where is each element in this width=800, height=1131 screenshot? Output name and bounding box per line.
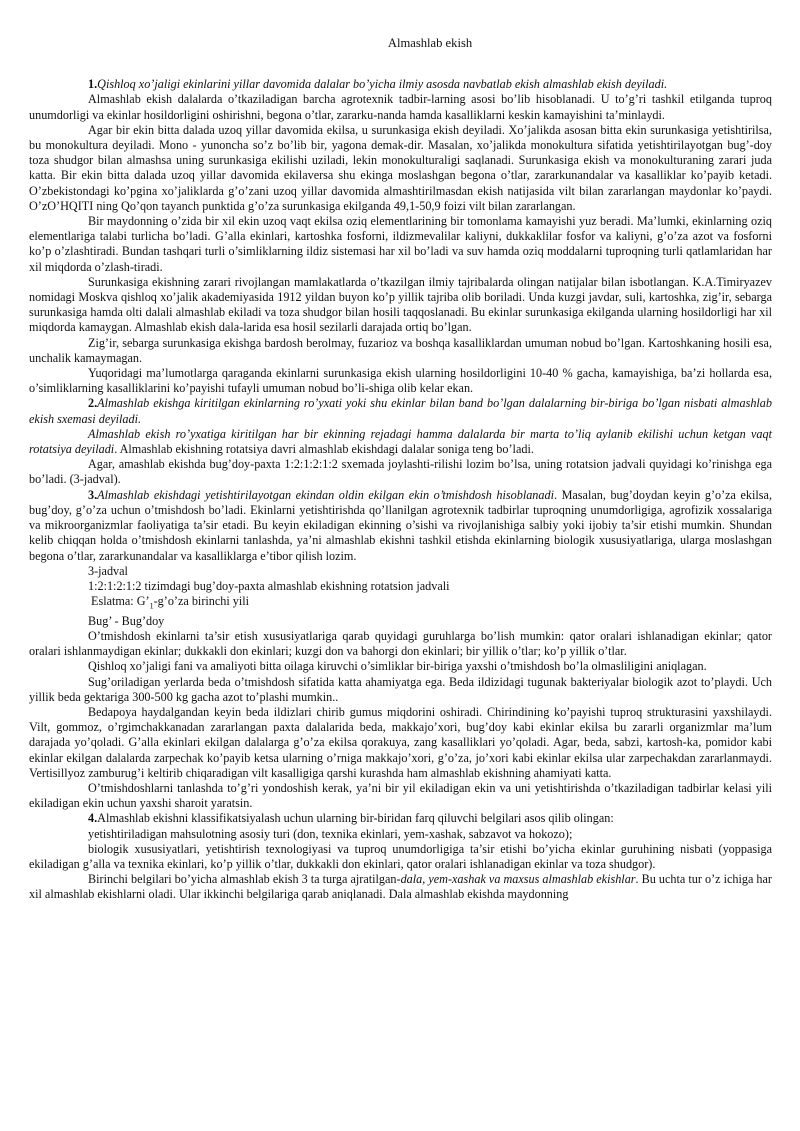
paragraph-5: Surunkasiga ekishning zarari rivojlangan mamlakatlarda o’tkazilgan ilmiy tajribalarda olingan natijalar bilan isbotlangan. K.A.Timiryazev nomidagi Moskva qishloq xo’jalik akademiyasida 1912 yildan buyon ko’p yillik tajriba olib boriladi. Unda kuzgi javdar, suli, kartoshka, zig’ir, sebarga surunkasiga hamda olti dalali almashlab ekiladi va toza shudgor bilan hosili taqqoslanadi. Bu ekinlar surunkasiga ekilganda ularning hosildorligi har xil miqdorda kamaygan. Almashlab ekish dala-larida esa hosil sezilarli darajada ortiq bo’lgan. <box>29 274 772 335</box>
paragraph-13: Qishloq xo’jaligi fani va amaliyoti bitta oilaga kiruvchi o’simliklar bir-biriga yaxshi o’tmishdosh bo’la olmasliligini aniqlagan. <box>88 659 707 674</box>
paragraph-3: Agar bir ekin bitta dalada uzoq yillar davomida ekilsa, u surunkasiga ekish deyiladi. Xo’jalikda asosan bitta ekin surunkasiga yetishtirilsa, bu monokultura deyiladi. Mono - yunoncha so’z bo’lib bir, yagona demak-dir. Masalan, xo’jalikda monokultura sifatida yetishtirilayotgan bug’-doy toza shudgor bilan almashsa uning surunkasiga ekilishi uziladi, lekin monokulturaligi saqlanadi. Surunkasiga ekish va monokulturaning zarari juda katta. Bir ekin bitta dalada uzoq yillar davomida ekilaversa shu ekinga moslashgan begona o’tlar, zararkunandalar va kasalliklar ko’payib ketadi. O’zbekistondagi ko’pgina xo’jaliklarda g’o’zani uzoq yillar davomida almashtirilmasdan ekish natijasida vilt bilan zararlangan maydonlar ko’paydi. O’zO’HQITI ning Qo’qon tayanch punktida g’o’za surunkasiga ekilganda 49,1-50,9 foizi vilt bilan zararlangan. <box>29 122 772 213</box>
table-caption: 3-jadval <box>88 563 128 578</box>
paragraph-11-number: 3. <box>88 487 98 502</box>
paragraph-2: Almashlab ekish dalalarda o’tkaziladigan barcha agrotexnik tadbir-larning asosi bo’lib hisoblanadi. U to’g’ri tashkil etilganda tuproq unumdorligi va ekinlar hosildorligini oshirishni, begona o’tlar, zararku-nanda hamda kasalliklarni keskin kamayishini ta’minlaydi. <box>29 92 772 122</box>
paragraph-15: Bedapoya haydalgandan keyin beda ildizlari chirib gumus miqdorini oshiradi. Chirindining ko’payishi tuproq strukturasini yaxshilaydi. Vilt, gommoz, o’rgimchakkanadan zararlangan paxta dalalarida beda, makkajo’xori, bug’doy kabi ekinlar ekilsa bu zararli organizmlar ma’lum darajada yo’qoladi. G’alla ekinlari ekilgan dalalarga g’o’za ekilsa qorakuya, zang kasalliklari yo’qoladi. Agar, beda, sabzi, kartosh-ka, pomidor kabi ekinlar ekilgan dalalarda zarpechak ko’payib ketsa ularning o’rniga makkajo’xori, g’o’za, jo’xori kabi ekinlar ekilsa ular zarpechakdan zararlanmaydi. Vertisillyoz zamburug’i keltirib chiqaradigan vilt kasalligiga qarshi kurashda ham almashlab ekishning ahamiyati katta. <box>29 704 772 780</box>
paragraph-11-rest: . Masalan, bug’doydan keyin g’o’za ekilsa, bug’doy, g’o’za uchun o’tmishdosh bo’ladi. Ekinlarni yetishtirishda qo’llanilgan agrotexnik tadbirlar tuproqning unumdorligiga, agrofizik xossalariga va mikroorganizmlar faoliyatiga ta’sir etadi. Bu keyin ekiladigan ekinning o’sishi va rivojlanishiga salbiy yoki ijobiy ta’sir etishi mumkin. Shundan kelib chiqqan holda o’tmishdosh ekinlarni tanlashda, ya’ni almashlab ekishni tashkil etishda ekinlarning biologik xususiyatlariga, ularga moslashgan begona o’tlar, zararkunandalar va kasalliklarga e’tibor qilish lozim. <box>29 487 772 563</box>
paragraph-1-number: 1. <box>88 77 98 92</box>
rotation-types: dala, yem-xashak va maxsus almashlab ekishlar <box>400 872 636 887</box>
paragraph-20: Birinchi belgilari bo’yicha almashlab ekish 3 ta turga ajratilgan-dala, yem-xashak va maxsus almashlab ekishlar. Bu uchta tur o’z ichiga har xil almashlab ekishlarni oladi. Ular ikkinchi belgilariga qarab aniqlanadi. Dala almashlab ekishda maydonning <box>29 872 772 902</box>
paragraph-8-number: 2. <box>88 396 98 411</box>
table-note: Eslatma: $G’_1-g’o’za$ birinchi yili <box>91 594 250 611</box>
paragraph-9-rest: . Almashlab ekishning rotatsiya davri almashlab ekishdagi dalalar soniga teng bo’ladi. <box>114 442 534 457</box>
paragraph-6: Zig’ir, sebarga surunkasiga ekishga bardosh berolmay, fuzarioz va boshqa kasalliklardan umuman nobud bo’lgan. Kartoshkaning hosili esa, unchalik kamaymagan. <box>29 335 772 365</box>
table-note-2: Bug’ - Bug’doy <box>88 613 165 628</box>
definition-crop-rotation: Qishloq xo’jaligi ekinlarini yillar davomida dalalar bo’yicha ilmiy asosda navbatlab ekish almashlab ekish deyiladi. <box>97 77 668 92</box>
paragraph-9 <box>29 427 772 457</box>
paragraph-19: biologik xususiyatlari, yetishtirish texnologiyasi va tuproq unumdorligiga ta’sir etishi bo’yicha ekinlar guruhining nisbati (yoppasiga ekiladigan g’alla va texnika ekinlari, ko’p yillik o’tlar, dukkakli don ekinlari, qator oralari ishlanadigan ekinlar va toza shudgor). <box>29 841 772 871</box>
paragraph-18: yetishtiriladigan mahsulotning asosiy turi (don, texnika ekinlari, yem-xashak, sabzavot va hokozo); <box>88 826 573 841</box>
paragraph-14: Sug’oriladigan yerlarda beda o’tmishdosh sifatida katta ahamiyatga ega. Beda ildizidagi tugunak bakteriyalar biologik azot to’playdi. Uch yillik beda gektariga 300-500 kg gacha azot to’plashi mumkin.. <box>29 674 772 704</box>
document-title: Almashlab ekish <box>387 36 473 50</box>
definition-scheme: Almashlab ekishga kiritilgan ekinlarning ro’yxati yoki shu ekinlar bilan band bo’lgan dalalarning bir-biriga bo’lgan nisbati almashlab ekish sxemasi deyiladi. <box>29 396 772 426</box>
paragraph-17-number: 4. <box>88 811 98 826</box>
paragraph-10: Agar, amashlab ekishda bug’doy-paxta 1:2:1:2:1:2 sxemada joylashti-rilishi lozim bo’lsa, uning rotatsion jadvali quyidagi ko’rinishga ega bo’ladi. (3-jadval). <box>29 457 772 487</box>
paragraph-7: Yuqoridagi ma’lumotlarga qaraganda ekinlarni surunkasiga ekish ularning hosildorligini 10-40 % gacha, kamayishiga, ba’zi hollarda esa, o’simliklarning kasalliklarini ko’payishi tufayli umuman nobud bo’li-shiga olib kelar ekan. <box>29 366 772 396</box>
paragraph-4: Bir maydonning o’zida bir xil ekin uzoq vaqt ekilsa oziq elementlarining bir tomonlama kamayishi yuz beradi. Ma’lumki, ekinlarning oziq elementlariga talabi turlicha bo’ladi. G’alla ekinlari, kartoshka fosforni, ildizmevalilar kaliyni, dukkaklilar fosfor va kaliyni, g’o’za azot va fosforni ko’p o’zlashtiradi. Bundan tashqari turli o’simliklarning ildiz sistemasi har xil bo’ladi va suv hamda oziq moddalarni tuproqning turli qatlamlaridan har xil miqdorda o’zlash-tiradi. <box>29 214 772 274</box>
definition-predecessor: Almashlab ekishdagi yetishtirilayotgan ekindan oldin ekilgan ekin o’tmishdosh hisoblanadi <box>97 487 554 502</box>
paragraph-8 <box>29 396 772 426</box>
paragraph-16: O’tmishdoshlarni tanlashda to’g’ri yondoshish kerak, ya’ni bir yil ekiladigan ekin va uni yetishtirishda o’tkaziladigan tadbirlar kelasi yili ekiladigan ekin uchun yaxshi sharoit yaratsin. <box>29 780 772 811</box>
definition-rotation: Almashlab ekish ro’yxatiga kiritilgan har bir ekinning rejadagi hamma dalalarda bir marta to’liq aylanib ekilishi uchun ketgan vaqt rotatsiya deyiladi <box>29 426 772 457</box>
paragraph-17: 4.Almashlab ekishni klassifikatsiyalash uchun ularning bir-biridan farq qiluvchi belgilari asos qilib olingan: <box>88 811 614 826</box>
paragraph-11 <box>29 488 772 564</box>
table-title: 1:2:1:2:1:2 tizimdagi bug’doy-paxta almashlab ekishning rotatsion jadvali <box>88 578 450 593</box>
paragraph-1 <box>29 77 772 92</box>
paragraph-12: O’tmishdosh ekinlarni ta’sir etish xususiyatlariga qarab quyidagi guruhlarga bo’lish mumkin: qator oralari ishlanadigan ekinlar; qator oralari ishlanmaydigan ekinlar; dukkakli don ekinlari; kuzgi don va bahorgi don ekinlari; bir yillik o’tlar; ko’p yillik o’tlar. <box>29 628 772 659</box>
document-body <box>29 77 772 902</box>
